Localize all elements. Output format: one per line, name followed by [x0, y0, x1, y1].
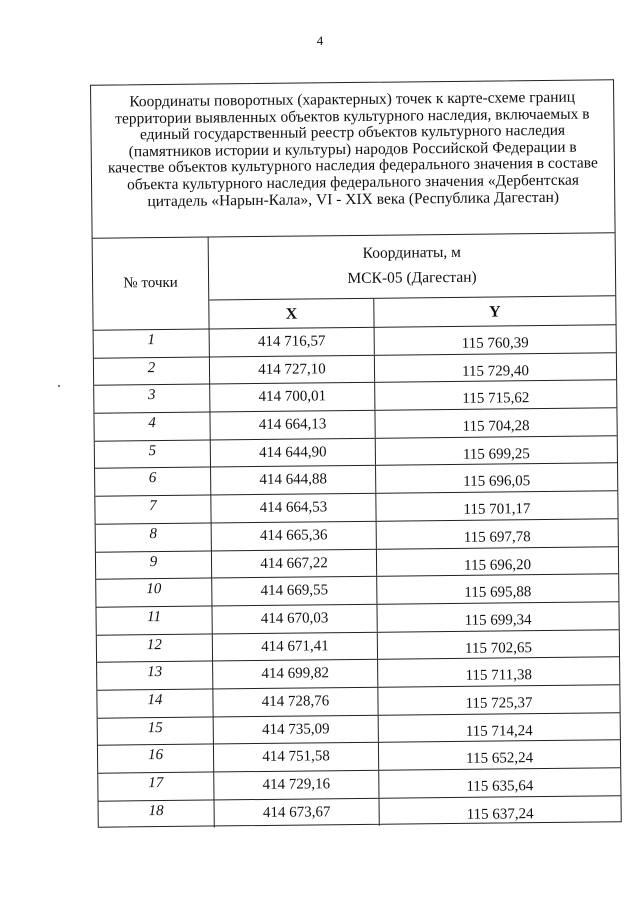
x-coordinate-cell: 414 644,90: [211, 439, 376, 467]
coordinates-header: [209, 233, 616, 300]
y-coordinate-cell: 115 702,65: [464, 639, 532, 657]
y-coordinate-cell: 115 699,25: [462, 445, 530, 463]
x-coordinate-cell: 414 667,22: [212, 549, 377, 577]
title-line: Координаты поворотных (характерных) точек к карте-схеме границ: [129, 88, 576, 111]
x-coordinate-cell: 414 664,13: [210, 411, 375, 439]
point-number-cell: 8: [96, 523, 212, 551]
y-coordinate-cell: 115 635,64: [466, 778, 534, 795]
x-coordinate-cell: 414 699,82: [213, 660, 378, 688]
point-number-cell: 3: [94, 385, 210, 413]
point-number-cell: 11: [96, 606, 212, 634]
y-coordinate-cell: 115 695,88: [464, 584, 532, 602]
y-coordinate-cell: 115 637,24: [466, 805, 534, 823]
point-number-cell: 5: [95, 440, 211, 468]
table-header: [93, 233, 616, 330]
y-coordinate-cell: 115 729,40: [461, 362, 530, 380]
title-line: объекта культурного наследия федерального значения «Дербентская: [127, 171, 580, 194]
point-number-cell: 1: [94, 330, 210, 358]
table-row: [99, 796, 621, 829]
y-coordinate-cell: 115 696,05: [463, 473, 531, 491]
title-line: качестве объектов культурного наследия федерального значения в составе: [107, 154, 598, 177]
point-number-cell: 9: [96, 551, 212, 579]
x-coordinate-cell: 414 700,01: [210, 383, 375, 411]
y-column-header: Y: [489, 302, 501, 321]
table-title: [91, 80, 615, 238]
point-number-cell: 7: [95, 496, 211, 524]
x-coordinate-cell: 414 728,76: [213, 688, 378, 716]
y-coordinate-cell: 115 652,24: [466, 750, 534, 768]
point-number-cell: 18: [99, 800, 215, 829]
point-number-cell: 16: [98, 745, 214, 773]
title-line: территории выявленных объектов культурного наследия, включаемых в: [115, 105, 590, 128]
x-coordinate-cell: 414 669,55: [212, 577, 377, 605]
point-number-cell: 12: [97, 634, 213, 662]
page-number: 4: [316, 33, 324, 48]
y-coordinate-cell: 115 696,20: [463, 556, 532, 574]
y-coordinate-cell: 115 760,39: [461, 335, 529, 352]
point-number-cell: 17: [98, 772, 214, 800]
y-coordinate-cell: 115 711,38: [465, 667, 532, 685]
x-coordinate-cell: 414 735,09: [214, 715, 379, 743]
x-coordinate-cell: 414 727,10: [210, 355, 375, 383]
x-coordinate-cell: 414 644,88: [211, 466, 376, 494]
point-number-cell: 14: [97, 689, 213, 717]
point-number-cell: 6: [95, 468, 211, 496]
y-coordinate-cell: 115 704,28: [462, 418, 530, 435]
x-coordinate-cell: 414 670,03: [212, 605, 377, 633]
x-coordinate-cell: 414 716,57: [210, 328, 375, 356]
y-coordinate-cell: 115 699,34: [464, 612, 532, 629]
point-number-cell: 15: [98, 717, 214, 745]
table-body: [94, 325, 621, 829]
y-coordinate-cell: 115 725,37: [465, 695, 533, 712]
point-number-cell: 4: [94, 413, 210, 441]
x-coordinate-cell: 414 729,16: [214, 771, 379, 799]
x-coordinate-cell: 414 751,58: [214, 743, 379, 771]
y-coordinate-cell: 115 697,78: [463, 528, 531, 546]
x-coordinate-cell: 414 671,41: [213, 632, 378, 660]
point-number-cell: 10: [96, 579, 212, 607]
x-coordinate-cell: 414 664,53: [211, 494, 376, 522]
coordinate-system: МСК-05 (Дагестан): [347, 268, 477, 288]
coordinates-table: [90, 79, 622, 827]
point-number-cell: 2: [94, 357, 210, 385]
coordinates-title: Координаты, м: [362, 243, 462, 262]
scan-speck: [58, 385, 60, 387]
point-number-cell: 13: [97, 662, 213, 690]
y-coordinate-cell: 115 714,24: [465, 722, 533, 740]
x-coordinate-cell: 414 673,67: [215, 798, 380, 827]
x-column-header: X: [209, 299, 374, 330]
title-line: цитадель «Нарын-Кала», VI - XIX века (Республика Дагестан): [147, 188, 560, 210]
y-coordinate-cell: 115 701,17: [463, 501, 531, 518]
point-number-header: № точки: [93, 238, 210, 330]
x-coordinate-cell: 414 665,36: [212, 522, 377, 550]
y-coordinate-cell: 115 715,62: [462, 390, 530, 408]
title-line: (памятников истории и культуры) народов Российской Федерации в: [128, 138, 577, 161]
title-line: единый государственный реестр объектов культурного наследия: [139, 121, 566, 144]
